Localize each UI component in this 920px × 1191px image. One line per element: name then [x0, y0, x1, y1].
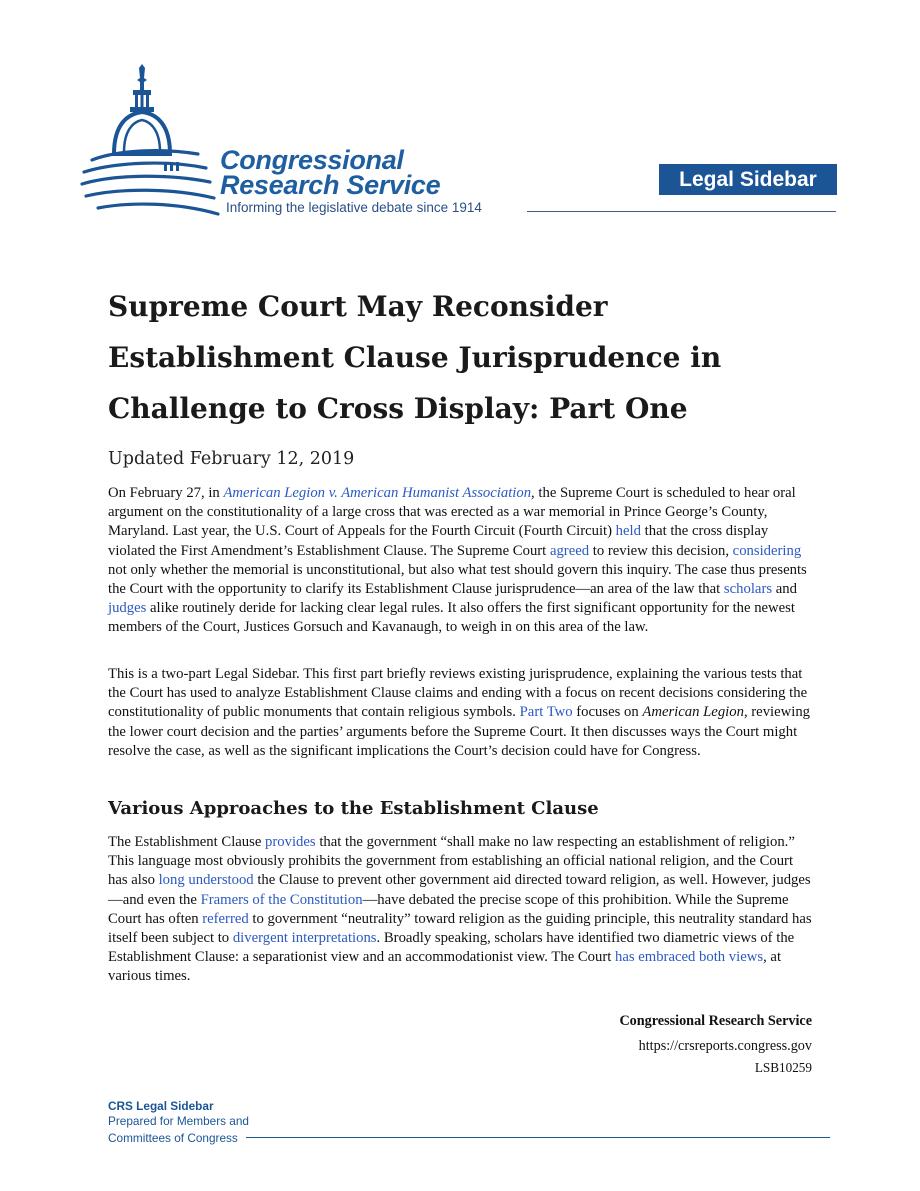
text-run: , reviewing the lower court decision and the parties’ arguments before the Supreme Court. It then discusses ways the Court might resolve the case, as well as the significant implications the Court’s decision could have for Congress. — [108, 704, 811, 759]
org-name-line1: Congressional — [220, 145, 404, 175]
text-run: This is a two-part Legal Sidebar. This first part briefly reviews existing jurisprudence, explaining the various tests that the Court has used to analyze Establishment Clause claims and ending with a focus on recent decisions considering the constitutionality of public monuments that contain religious symbols. — [108, 666, 808, 721]
text-run: alike routinely deride for lacking clear legal rules. It also offers the first significant opportunity for the newest members of the Court, Justices Gorsuch and Kavanaugh, to weigh in on this area of the law. — [108, 600, 795, 636]
footer-title: CRS Legal Sidebar — [108, 1099, 214, 1113]
two-part-paragraph — [108, 665, 814, 761]
text-run: . Broadly speaking, scholars have identified two diametric views of the Establishment Clause: a separationist view and an accommodationist view. The Court — [108, 930, 795, 966]
framers-link[interactable]: Framers of the Constitution — [200, 891, 363, 908]
page-title: Supreme Court May Reconsider Establishment Clause Jurisprudence in Challenge to Cross Display: Part One — [108, 290, 722, 425]
section-heading: Various Approaches to the Establishment Clause — [108, 798, 599, 819]
footer-divider — [246, 1137, 830, 1138]
footer-line-1: Prepared for Members and — [108, 1114, 249, 1128]
text-run: to review this decision, — [589, 542, 733, 559]
provides-link[interactable]: provides — [265, 834, 316, 850]
text-run: On February 27, in — [108, 485, 224, 501]
american-legion-case-link[interactable]: American Legion v. American Humanist Association — [223, 485, 532, 501]
both-views-link[interactable]: has embraced both views — [615, 949, 764, 966]
intro-paragraph — [108, 484, 814, 638]
footer-line-2: Committees of Congress — [108, 1131, 238, 1145]
crs-url-link[interactable]: https://crsreports.congress.gov — [638, 1038, 812, 1054]
crs-capitol-dome-logo — [78, 64, 220, 216]
part-two-link[interactable]: Part Two — [519, 704, 573, 721]
org-tagline: Informing the legislative debate since 1914 — [226, 200, 482, 215]
text-run: the Clause to prevent other government aid directed toward religion, as well. However, judges—and even the — [108, 872, 811, 908]
text-run: to government “neutrality” toward religion as the guiding principle, this neutrality standard has itself been subject to — [108, 910, 812, 947]
scholars-link[interactable]: scholars — [723, 581, 773, 598]
text-run: and — [772, 581, 797, 598]
text-run: focuses on — [572, 704, 643, 721]
establishment-clause-paragraph — [108, 833, 814, 987]
text-run: that the cross display violated the First Amendment’s Establishment Clause. The Supreme Court — [108, 523, 769, 559]
text-run: The Establishment Clause — [108, 834, 266, 850]
case-name-italic: American Legion — [642, 704, 744, 721]
referred-link[interactable]: referred — [202, 910, 249, 927]
judges-link[interactable]: judges — [108, 600, 147, 617]
divergent-interpretations-link[interactable]: divergent interpretations — [232, 930, 377, 947]
text-run: that the government “shall make no law respecting an establishment of religion.” This language most obviously prohibits the government from establishing an official national religion, and the Court has also — [108, 834, 795, 889]
org-name-line2: Research Service — [220, 170, 441, 200]
legal-sidebar-badge: Legal Sidebar — [659, 164, 837, 195]
crs-name: Congressional Research Service — [619, 1013, 812, 1029]
text-run: not only whether the memorial is unconstitutional, but also what test should govern this inquiry. The case thus presents the Court with the opportunity to clarify its Establishment Clause jurisprudence—an area of the law that — [108, 561, 807, 598]
held-link[interactable]: held — [615, 523, 641, 540]
long-understood-link[interactable]: long understood — [158, 872, 254, 889]
header-divider — [527, 211, 836, 212]
text-run: —have debated the precise scope of this prohibition. While the Supreme Court has often — [108, 891, 789, 927]
considering-link[interactable]: considering — [732, 542, 802, 559]
text-run: , the Supreme Court is scheduled to hear oral argument on the constitutionality of a large cross that was erected as a war memorial in Prince George’s County, Maryland. Last year, the U.S. Court of Appeals for the Fourth Circuit (Fourth Circuit) — [108, 485, 796, 540]
report-code: LSB10259 — [754, 1060, 812, 1075]
text-run: , at various times. — [108, 949, 782, 985]
updated-date: Updated February 12, 2019 — [108, 449, 355, 469]
agreed-link[interactable]: agreed — [549, 542, 590, 559]
